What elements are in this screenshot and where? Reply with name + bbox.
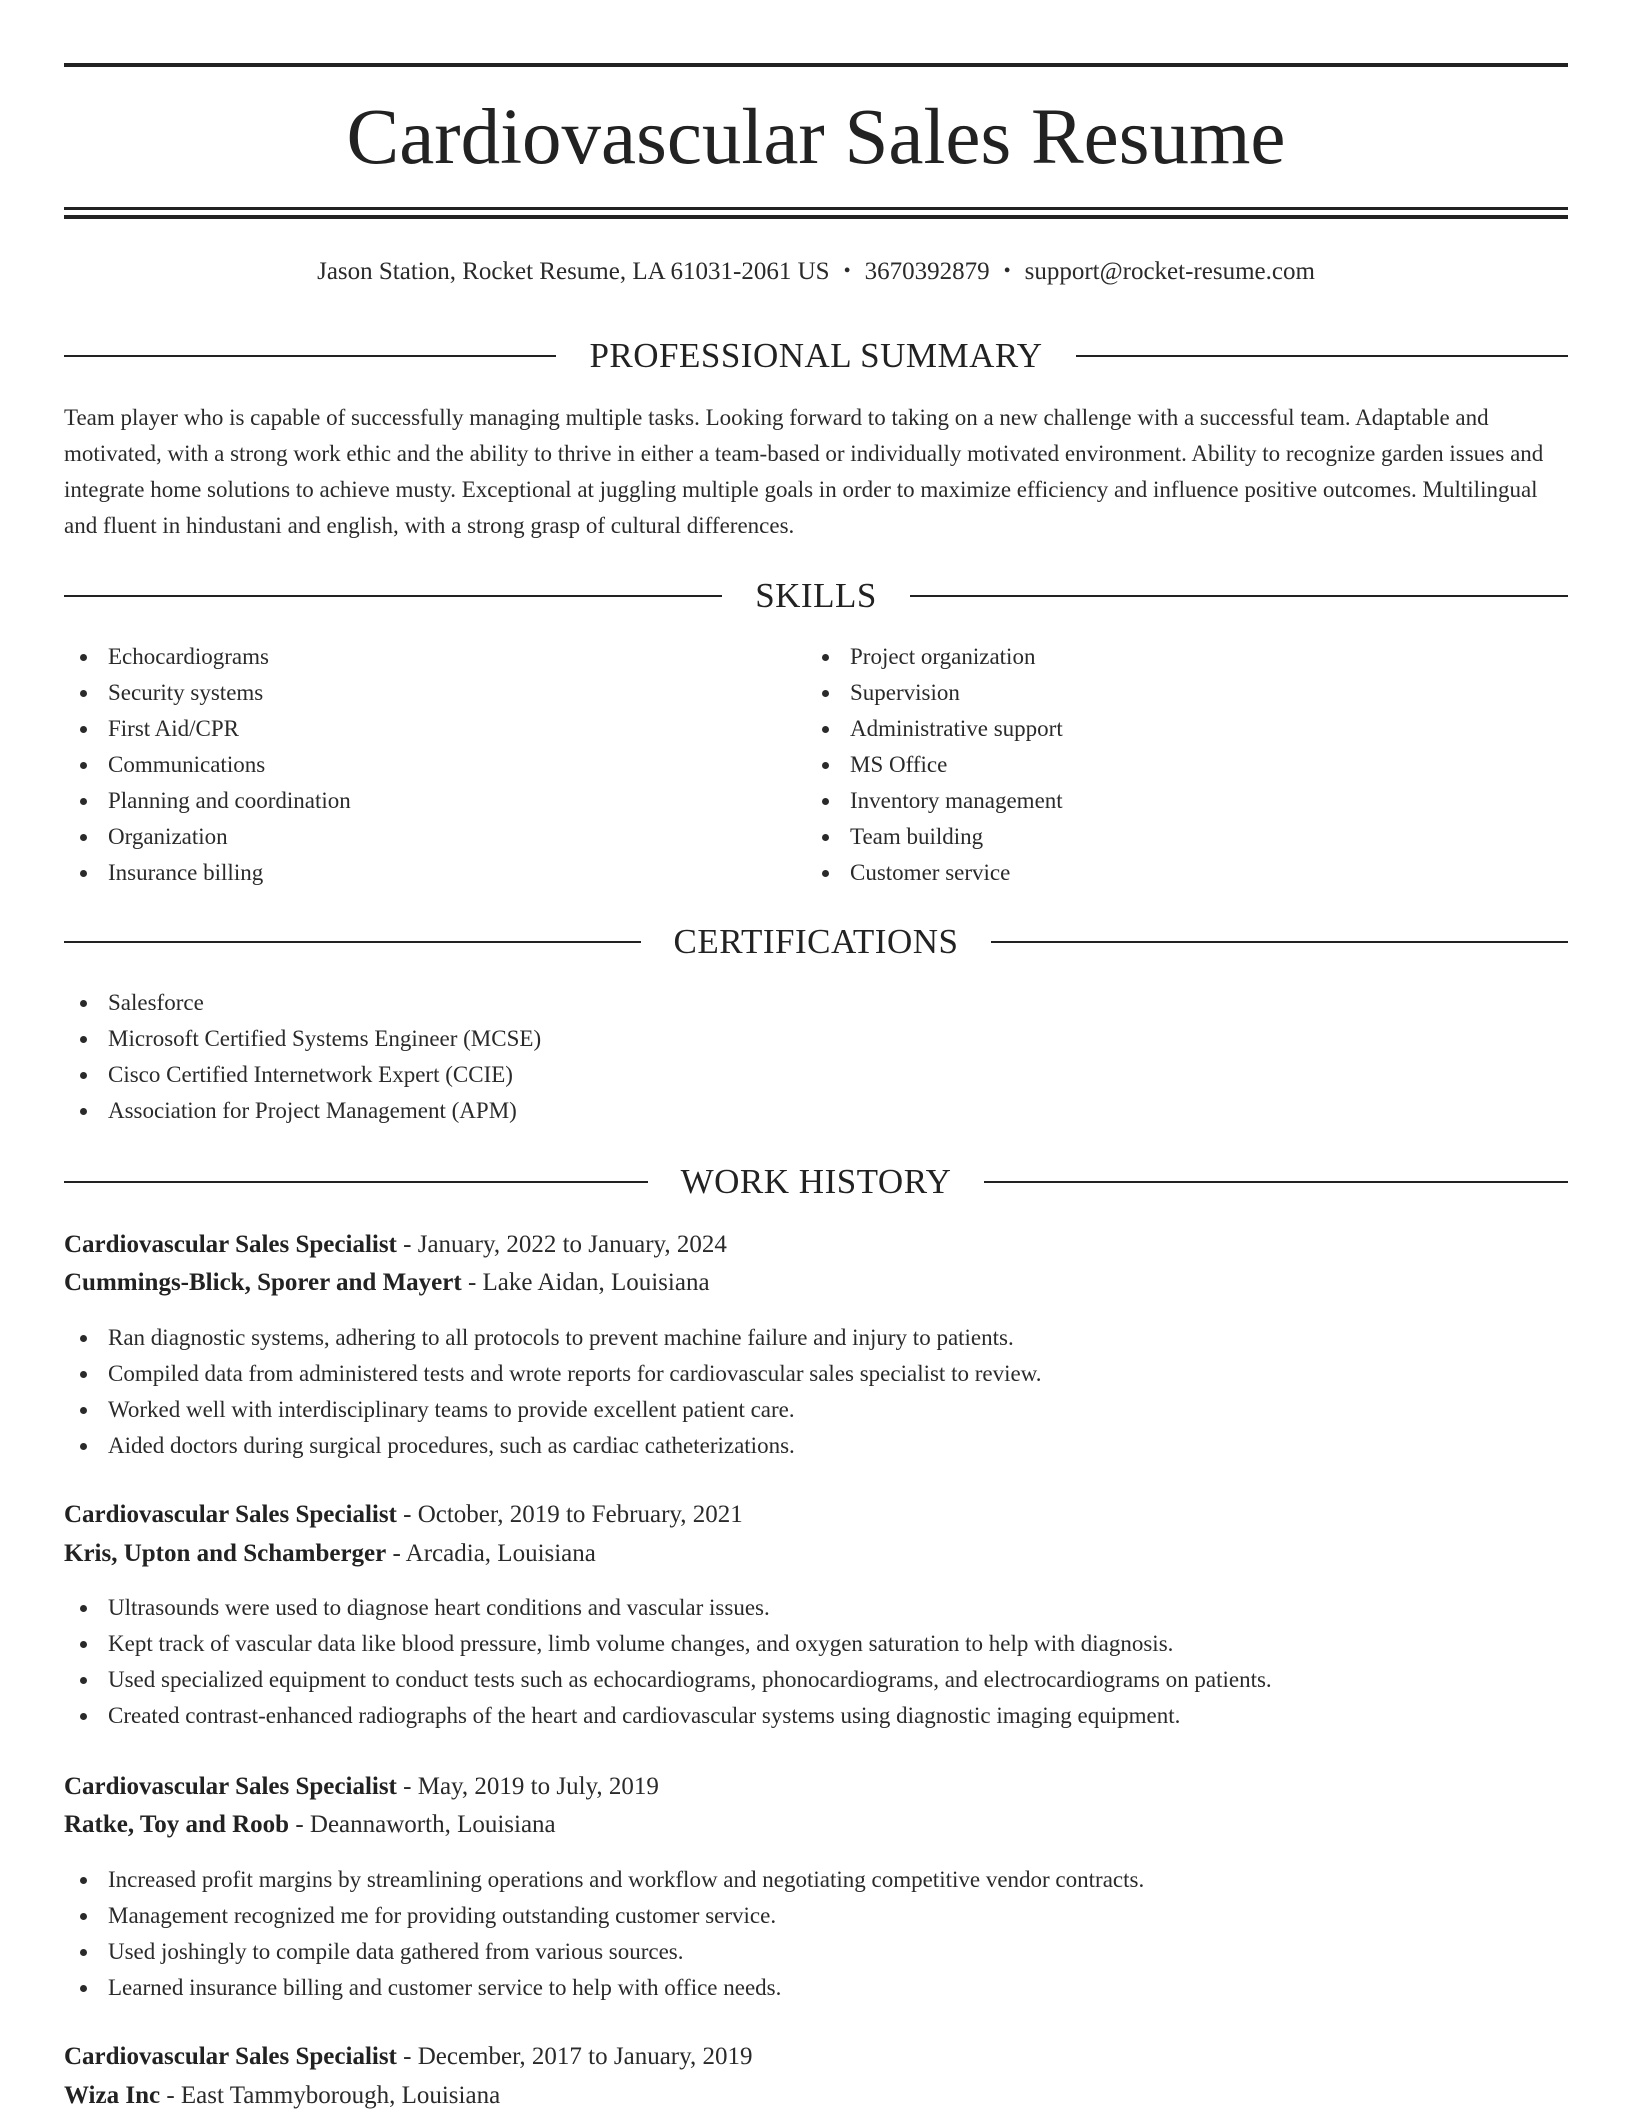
section-heading-work — [64, 1160, 1568, 1204]
skill-item: Planning and coordination — [64, 783, 351, 819]
section-heading-summary — [64, 334, 1568, 378]
contact-address: Jason Station, Rocket Resume, LA 61031-2061 US — [317, 258, 830, 285]
job-location: - Deannaworth, Louisiana — [289, 1811, 556, 1838]
job-title-line — [64, 1496, 743, 1534]
skill-item: Project organization — [806, 639, 1063, 675]
job-title-line — [64, 1226, 727, 1264]
job-location: - East Tammyborough, Louisiana — [160, 2082, 501, 2109]
skill-item: Customer service — [806, 855, 1063, 891]
skill-item: Organization — [64, 819, 351, 855]
job-title: Cardiovascular Sales Specialist — [64, 2043, 397, 2070]
job-duty: Ran diagnostic systems, adhering to all protocols to prevent machine failure and injury to patients. — [64, 1320, 1042, 1356]
heading-rule — [64, 1181, 648, 1183]
job-company: Cummings-Blick, Sporer and Mayert — [64, 1269, 462, 1296]
job-company-line — [64, 1806, 556, 1844]
job-company-line — [64, 1535, 596, 1573]
skill-item: Insurance billing — [64, 855, 351, 891]
section-title-work: WORK HISTORY — [680, 1162, 952, 1201]
job-dates: - May, 2019 to July, 2019 — [396, 1773, 659, 1800]
title-rule-upper — [64, 207, 1568, 210]
job-duties-list — [64, 1590, 1272, 1734]
job-title: Cardiovascular Sales Specialist — [64, 1501, 397, 1528]
title-rule-lower — [64, 215, 1568, 219]
job-company: Kris, Upton and Schamberger — [64, 1540, 387, 1567]
skill-item: Inventory management — [806, 783, 1063, 819]
skills-list-left — [64, 639, 351, 891]
job-duty: Used specialized equipment to conduct tests such as echocardiograms, phonocardiograms, and electrocardiograms on patients. — [64, 1662, 1272, 1698]
job-company: Ratke, Toy and Roob — [64, 1811, 290, 1838]
heading-rule — [64, 941, 641, 943]
section-title-skills: SKILLS — [755, 576, 877, 615]
skill-item: Administrative support — [806, 711, 1063, 747]
section-title-certifications: CERTIFICATIONS — [673, 922, 959, 961]
skill-item: Echocardiograms — [64, 639, 351, 675]
job-company-line — [64, 1264, 710, 1302]
job-duties-list — [64, 1862, 1144, 2006]
job-duty: Aided doctors during surgical procedures, such as cardiac catheterizations. — [64, 1428, 1042, 1464]
skill-item: Communications — [64, 747, 351, 783]
job-duty: Worked well with interdisciplinary teams to provide excellent patient care. — [64, 1392, 1042, 1428]
skill-item: Team building — [806, 819, 1063, 855]
section-heading-skills — [64, 574, 1568, 618]
certification-item: Association for Project Management (APM) — [64, 1093, 541, 1129]
certification-item: Microsoft Certified Systems Engineer (MCSE) — [64, 1021, 541, 1057]
job-title: Cardiovascular Sales Specialist — [64, 1231, 397, 1258]
skill-item: Supervision — [806, 675, 1063, 711]
contact-separator: • — [1003, 260, 1011, 282]
job-location: - Lake Aidan, Louisiana — [461, 1269, 710, 1296]
contact-line — [64, 254, 1568, 291]
job-duty: Management recognized me for providing outstanding customer service. — [64, 1898, 1144, 1934]
heading-rule — [991, 941, 1568, 943]
job-location: - Arcadia, Louisiana — [386, 1540, 596, 1567]
skill-item: First Aid/CPR — [64, 711, 351, 747]
job-duty: Kept track of vascular data like blood pressure, limb volume changes, and oxygen saturation to help with diagnosis. — [64, 1626, 1272, 1662]
contact-separator: • — [843, 260, 851, 282]
contact-phone: 3670392879 — [864, 258, 990, 285]
job-duty: Created contrast-enhanced radiographs of the heart and cardiovascular systems using diagnostic imaging equipment. — [64, 1698, 1272, 1734]
certifications-list — [64, 985, 541, 1129]
job-dates: - January, 2022 to January, 2024 — [396, 1231, 727, 1258]
resume-title: Cardiovascular Sales Resume — [346, 94, 1286, 181]
job-duty: Used joshingly to compile data gathered from various sources. — [64, 1934, 1144, 1970]
certification-item: Salesforce — [64, 985, 541, 1021]
skills-list-right — [806, 639, 1063, 891]
job-duty: Ultrasounds were used to diagnose heart conditions and vascular issues. — [64, 1590, 1272, 1626]
heading-rule — [984, 1181, 1568, 1183]
job-title-line — [64, 2038, 753, 2076]
certification-item: Cisco Certified Internetwork Expert (CCIE) — [64, 1057, 541, 1093]
heading-rule — [64, 355, 556, 357]
heading-rule — [64, 595, 722, 597]
job-duty: Compiled data from administered tests and wrote reports for cardiovascular sales specialist to review. — [64, 1356, 1042, 1392]
job-duty: Learned insurance billing and customer service to help with office needs. — [64, 1970, 1144, 2006]
job-company-line — [64, 2077, 500, 2115]
job-duties-list — [64, 1320, 1042, 1464]
job-duty: Increased profit margins by streamlining operations and workflow and negotiating competitive vendor contracts. — [64, 1862, 1144, 1898]
summary-paragraph: Team player who is capable of successfully managing multiple tasks. Looking forward to taking on a new challenge with a successful team. Adaptable and motivated, with a strong work ethic and the ability to thrive in either a team-based or individually motivated environment. Ability to recognize garden issues and integrate home solutions to achieve musty. Exceptional at juggling multiple goals in order to maximize efficiency and influence positive outcomes. Multilingual and fluent in hindustani and english, with a strong grasp of cultural differences. — [64, 405, 1544, 538]
heading-rule — [1076, 355, 1568, 357]
job-title-line — [64, 1768, 659, 1806]
heading-rule — [910, 595, 1568, 597]
job-title: Cardiovascular Sales Specialist — [64, 1773, 397, 1800]
job-dates: - October, 2019 to February, 2021 — [396, 1501, 743, 1528]
top-rule — [64, 63, 1568, 67]
skill-item: MS Office — [806, 747, 1063, 783]
section-title-summary: PROFESSIONAL SUMMARY — [589, 336, 1043, 375]
section-heading-certifications — [64, 920, 1568, 964]
skill-item: Security systems — [64, 675, 351, 711]
contact-email: support@rocket-resume.com — [1024, 258, 1315, 285]
job-dates: - December, 2017 to January, 2019 — [396, 2043, 753, 2070]
job-company: Wiza Inc — [64, 2082, 161, 2109]
